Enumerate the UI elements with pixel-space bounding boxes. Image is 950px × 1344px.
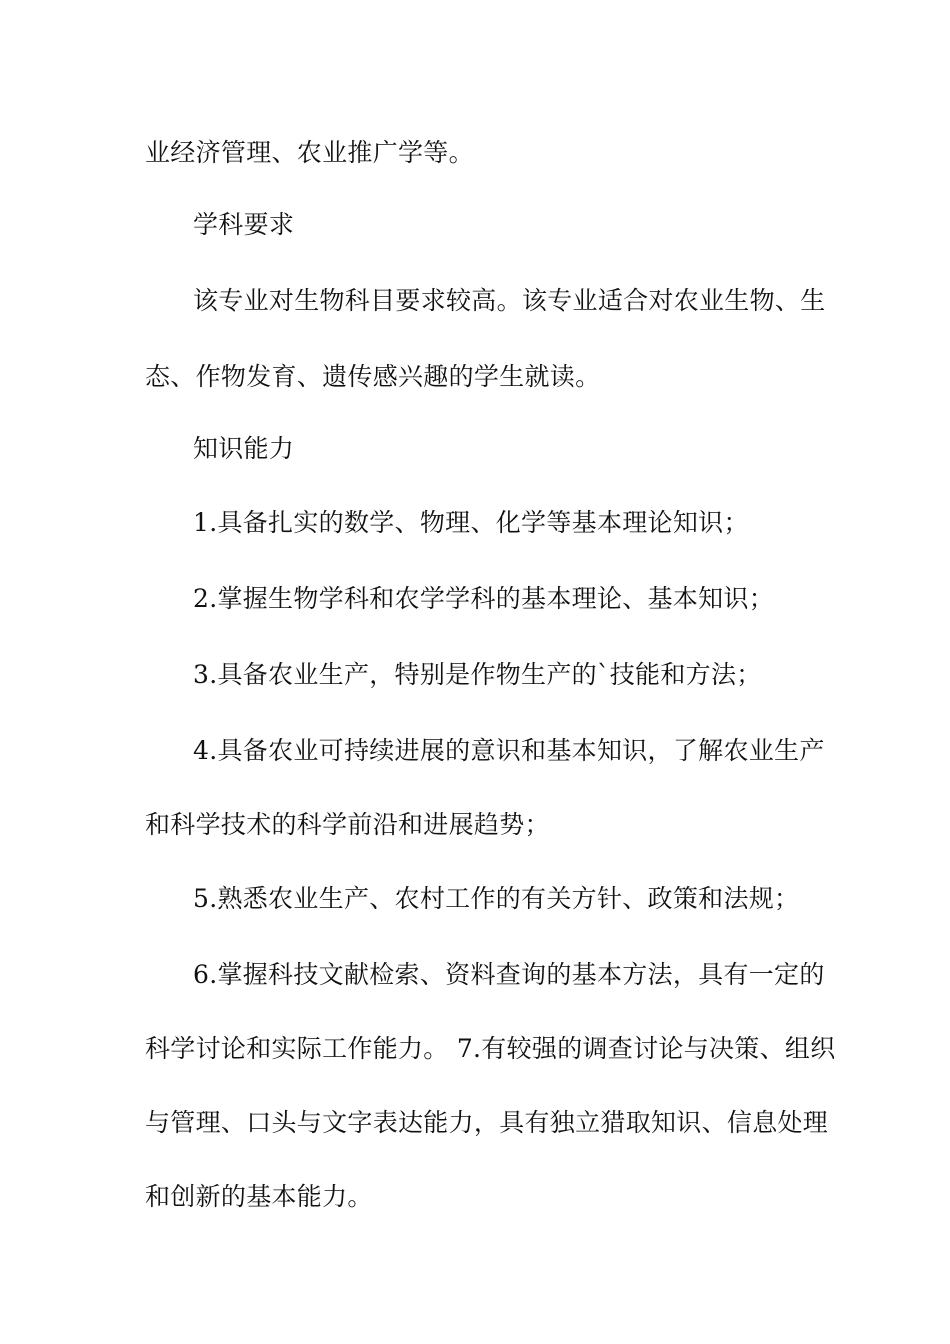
list-item-continuation: 科学讨论和实际工作能力。 7.有较强的调查讨论与决策、组织 — [145, 1034, 836, 1063]
section-heading-knowledge-abilities: 知识能力 — [193, 434, 295, 463]
list-item-continuation: 和创新的基本能力。 — [145, 1182, 373, 1211]
list-item: 1.具备扎实的数学、物理、化学等基本理论知识； — [193, 508, 749, 537]
section-heading-subject-requirements: 学科要求 — [193, 210, 295, 239]
list-item-continuation: 与管理、口头与文字表达能力，具有独立猎取知识、信息处理 — [145, 1108, 829, 1137]
list-item: 3.具备农业生产，特别是作物生产的`技能和方法； — [193, 660, 762, 689]
paragraph-line: 态、作物发育、遗传感兴趣的学生就读。 — [145, 362, 601, 391]
list-item: 5.熟悉农业生产、农村工作的有关方针、政策和法规； — [193, 884, 800, 913]
list-item: 4.具备农业可持续进展的意识和基本知识，了解农业生产 — [193, 736, 825, 765]
list-item: 6.掌握科技文献检索、资料查询的基本方法，具有一定的 — [193, 960, 825, 989]
list-item: 2.掌握生物学科和农学学科的基本理论、基本知识； — [193, 584, 775, 613]
paragraph-line: 该专业对生物科目要求较高。该专业适合对农业生物、生 — [193, 286, 826, 315]
paragraph-continuation: 业经济管理、农业推广学等。 — [145, 138, 474, 167]
list-item-continuation: 和科学技术的科学前沿和进展趋势； — [145, 810, 550, 839]
